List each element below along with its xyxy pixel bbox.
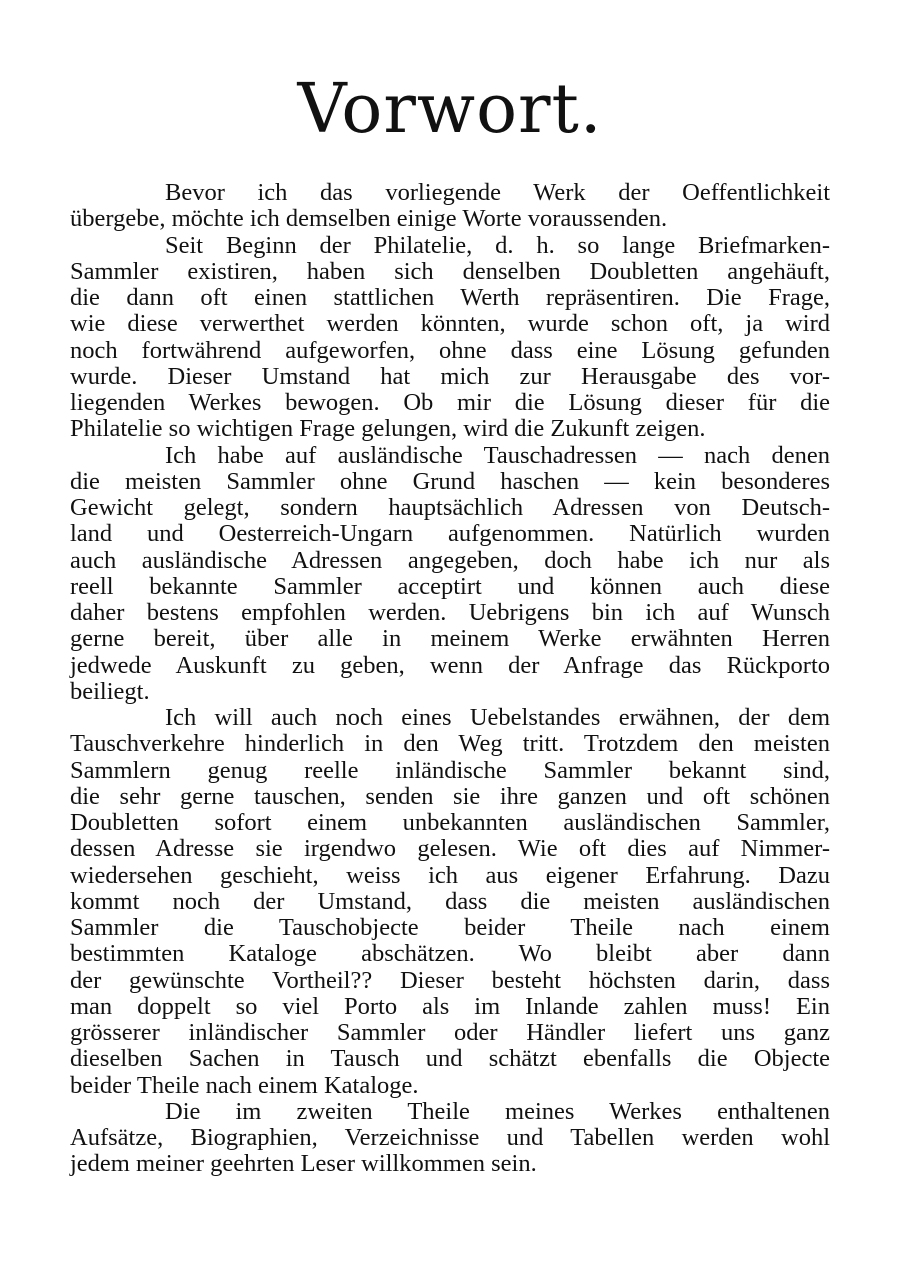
text-line: jedem meiner geehrten Leser willkommen sein. bbox=[70, 1150, 537, 1178]
paragraph-3 bbox=[70, 443, 830, 706]
paragraph-2 bbox=[70, 233, 830, 443]
text-line: Die im zweiten Theile meines Werkes enthaltenen bbox=[165, 1097, 830, 1125]
text-line: die meisten Sammler ohne Grund haschen — kein besonderes bbox=[70, 467, 830, 495]
text-line: dessen Adresse sie irgendwo gelesen. Wie oft dies auf Nimmer- bbox=[70, 835, 830, 863]
text-line: daher bestens empfohlen werden. Uebrigens bin ich auf Wunsch bbox=[70, 599, 830, 626]
text-line: gerne bereit, über alle in meinem Werke erwähnten Herren bbox=[70, 625, 830, 653]
paragraph-4 bbox=[70, 705, 830, 1099]
text-line: wie diese verwerthet werden könnten, wurde schon oft, ja wird bbox=[70, 310, 830, 338]
text-line: Sammlern genug reelle inländische Sammler bekannt sind, bbox=[70, 756, 830, 784]
text-line: noch fortwährend aufgeworfen, ohne dass eine Lösung gefunden bbox=[70, 336, 830, 364]
text-line: Doubletten sofort einem unbekannten ausländischen Sammler, bbox=[70, 809, 830, 836]
text-line: Philatelie so wichtigen Frage gelungen, wird die Zukunft zeigen. bbox=[70, 415, 706, 443]
text-line: der gewünschte Vortheil?? Dieser besteht höchsten darin, dass bbox=[70, 966, 830, 994]
text-line: kommt noch der Umstand, dass die meisten ausländischen bbox=[70, 887, 830, 915]
text-line: jedwede Auskunft zu geben, wenn der Anfrage das Rückporto bbox=[70, 651, 830, 679]
text-line: wiedersehen geschieht, weiss ich aus eigener Erfahrung. Dazu bbox=[70, 861, 830, 889]
paragraph-5 bbox=[70, 1099, 830, 1178]
text-line: übergebe, möchte ich demselben einige Worte voraussenden. bbox=[70, 205, 668, 233]
text-line: Aufsätze, Biographien, Verzeichnisse und Tabellen werden wohl bbox=[70, 1124, 830, 1151]
text-line: Ich habe auf ausländische Tauschadressen — nach denen bbox=[165, 441, 830, 469]
paragraph-1 bbox=[70, 180, 830, 233]
text-line: Gewicht gelegt, sondern hauptsächlich Adressen von Deutsch- bbox=[70, 494, 830, 521]
text-line: liegenden Werkes bewogen. Ob mir die Lösung dieser für die bbox=[70, 389, 830, 416]
text-line: land und Oesterreich-Ungarn aufgenommen. Natürlich wurden bbox=[70, 520, 830, 548]
text-line: Sammler existiren, haben sich denselben Doubletten angehäuft, bbox=[70, 257, 830, 285]
text-line: bestimmten Kataloge abschätzen. Wo bleibt aber dann bbox=[70, 940, 830, 968]
text-line: die dann oft einen stattlichen Werth repräsentiren. Die Frage, bbox=[70, 284, 830, 311]
text-line: Tauschverkehre hinderlich in den Weg tritt. Trotzdem den meisten bbox=[70, 730, 830, 758]
text-line: Seit Beginn der Philatelie, d. h. so lange Briefmarken- bbox=[165, 231, 830, 259]
text-line: reell bekannte Sammler acceptirt und können auch diese bbox=[70, 572, 830, 600]
text-line: wurde. Dieser Umstand hat mich zur Herausgabe des vor- bbox=[70, 362, 830, 390]
text-line: grösserer inländischer Sammler oder Händler liefert uns ganz bbox=[70, 1019, 830, 1046]
document-body bbox=[70, 180, 830, 1178]
text-line: Ich will auch noch eines Uebelstandes erwähnen, der dem bbox=[165, 704, 830, 731]
text-line: beiliegt. bbox=[70, 677, 150, 705]
text-line: beider Theile nach einem Kataloge. bbox=[70, 1071, 419, 1099]
text-line: Sammler die Tauschobjecte beider Theile nach einem bbox=[70, 914, 830, 941]
text-line: man doppelt so viel Porto als im Inlande zahlen muss! Ein bbox=[70, 992, 830, 1020]
text-line: Bevor ich das vorliegende Werk der Oeffentlichkeit bbox=[165, 179, 830, 206]
text-line: dieselben Sachen in Tausch und schätzt ebenfalls die Objecte bbox=[70, 1045, 830, 1073]
text-line: die sehr gerne tauschen, senden sie ihre ganzen und oft schönen bbox=[70, 782, 830, 810]
text-line: auch ausländische Adressen angegeben, doch habe ich nur als bbox=[70, 546, 830, 574]
page-title: Vorwort. bbox=[297, 70, 603, 149]
